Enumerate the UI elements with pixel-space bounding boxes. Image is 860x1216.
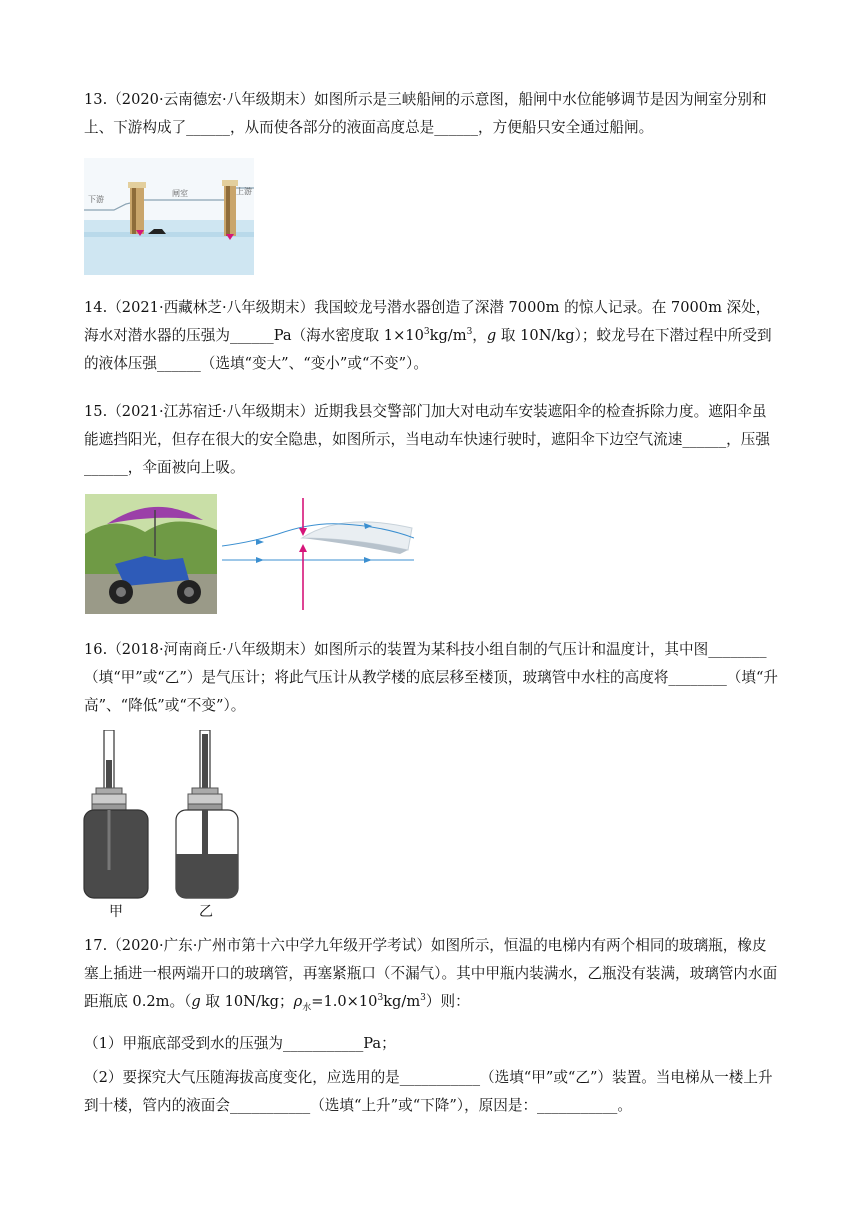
q14-part3: ， [472,327,487,344]
ship-lock-figure [84,158,254,275]
barometer-thermometer-figure [82,730,252,922]
q17-g: g [191,993,201,1010]
q17-intro-c: =1.0×10 [311,993,378,1010]
q14-sup1: 3 [423,327,430,338]
umbrella-scooter-photo [85,494,217,614]
q14-part4: 取 10N/kg）；蛟龙号在下潜过程中所受到的液体压强______（选填“变大”、“变小”或“不变”）。 [84,327,772,372]
q17-intro-a: 17.（2020·广东·广州市第十六中学九年级开学考试）如图所示，恒温的电梯内有两个相同的玻璃瓶，橡皮塞上插进一根两端开口的玻璃管，再塞紧瓶口（不漏气）。其中甲瓶内装满水，乙瓶没有装满，玻璃管内水面距瓶底 0.2m。（ [84,937,778,1010]
question-13-text [84,86,780,142]
q17-sup2: 3 [420,993,426,1004]
q15-text: 15.（2021·江苏宿迁·八年级期末）近期我县交警部门加大对电动车安装遮阳伞的检查拆除力度。遮阳伞虽能遮挡阳光，但存在很大的安全隐患，如图所示，当电动车快速行驶时，遮阳伞下边空气流速______，压强______，伞面被向上吸。 [84,403,770,476]
question-16-text [84,636,780,720]
airflow-diagram [222,498,414,610]
jia-label: 甲 [109,904,123,920]
q17-item2: （2）要探究大气压随海拔高度变化，应选用的是___________（选填“甲”或“乙”）装置。当电梯从一楼上升到十楼，管内的液面会___________（选填“上升”或“下降”），原因是：___________。 [84,1069,773,1114]
q17-sup: 3 [377,993,384,1004]
chamber-label: 闸室 [172,189,188,198]
yi-label: 乙 [199,904,213,920]
q17-intro-d: kg/m [383,993,421,1010]
upstream-label: 上游 [236,187,252,196]
q14-part2: kg/m [429,327,467,344]
question-15-text [84,398,780,482]
question-17-item-1 [84,1030,780,1058]
q17-rho-sub: 水 [302,1002,312,1013]
question-17-item-2 [84,1064,780,1120]
q17-rho: ρ [293,993,303,1010]
q17-item1: （1）甲瓶底部受到水的压强为___________Pa； [84,1035,396,1052]
q13-text: 13.（2020·云南德宏·八年级期末）如图所示是三峡船闸的示意图，船闸中水位能够调节是因为闸室分别和上、下游构成了______，从而使各部分的液面高度总是______，方便船只安全通过船闸。 [84,91,767,136]
question-14-text [84,294,780,378]
q14-g: g [486,327,497,344]
q17-intro-e: ）则： [425,993,470,1010]
question-17-intro [84,932,780,1016]
q14-part1: 14.（2021·西藏林芝·八年级期末）我国蛟龙号潜水器创造了深潜 7000m 的惊人记录。在 7000m 深处，海水对潜水器的压强为______Pa（海水密度取 1×10 [84,299,771,344]
q17-intro-b: 取 10N/kg； [200,993,294,1010]
q16-text: 16.（2018·河南商丘·八年级期末）如图所示的装置为某科技小组自制的气压计和温度计，其中图________（填“甲”或“乙”）是气压计；将此气压计从教学楼的底层移至楼顶，玻璃管中水柱的高度将________（填“升高”、“降低”或“不变”）。 [84,641,779,714]
downstream-label: 下游 [88,195,104,204]
q14-sup2: 3 [466,327,473,338]
